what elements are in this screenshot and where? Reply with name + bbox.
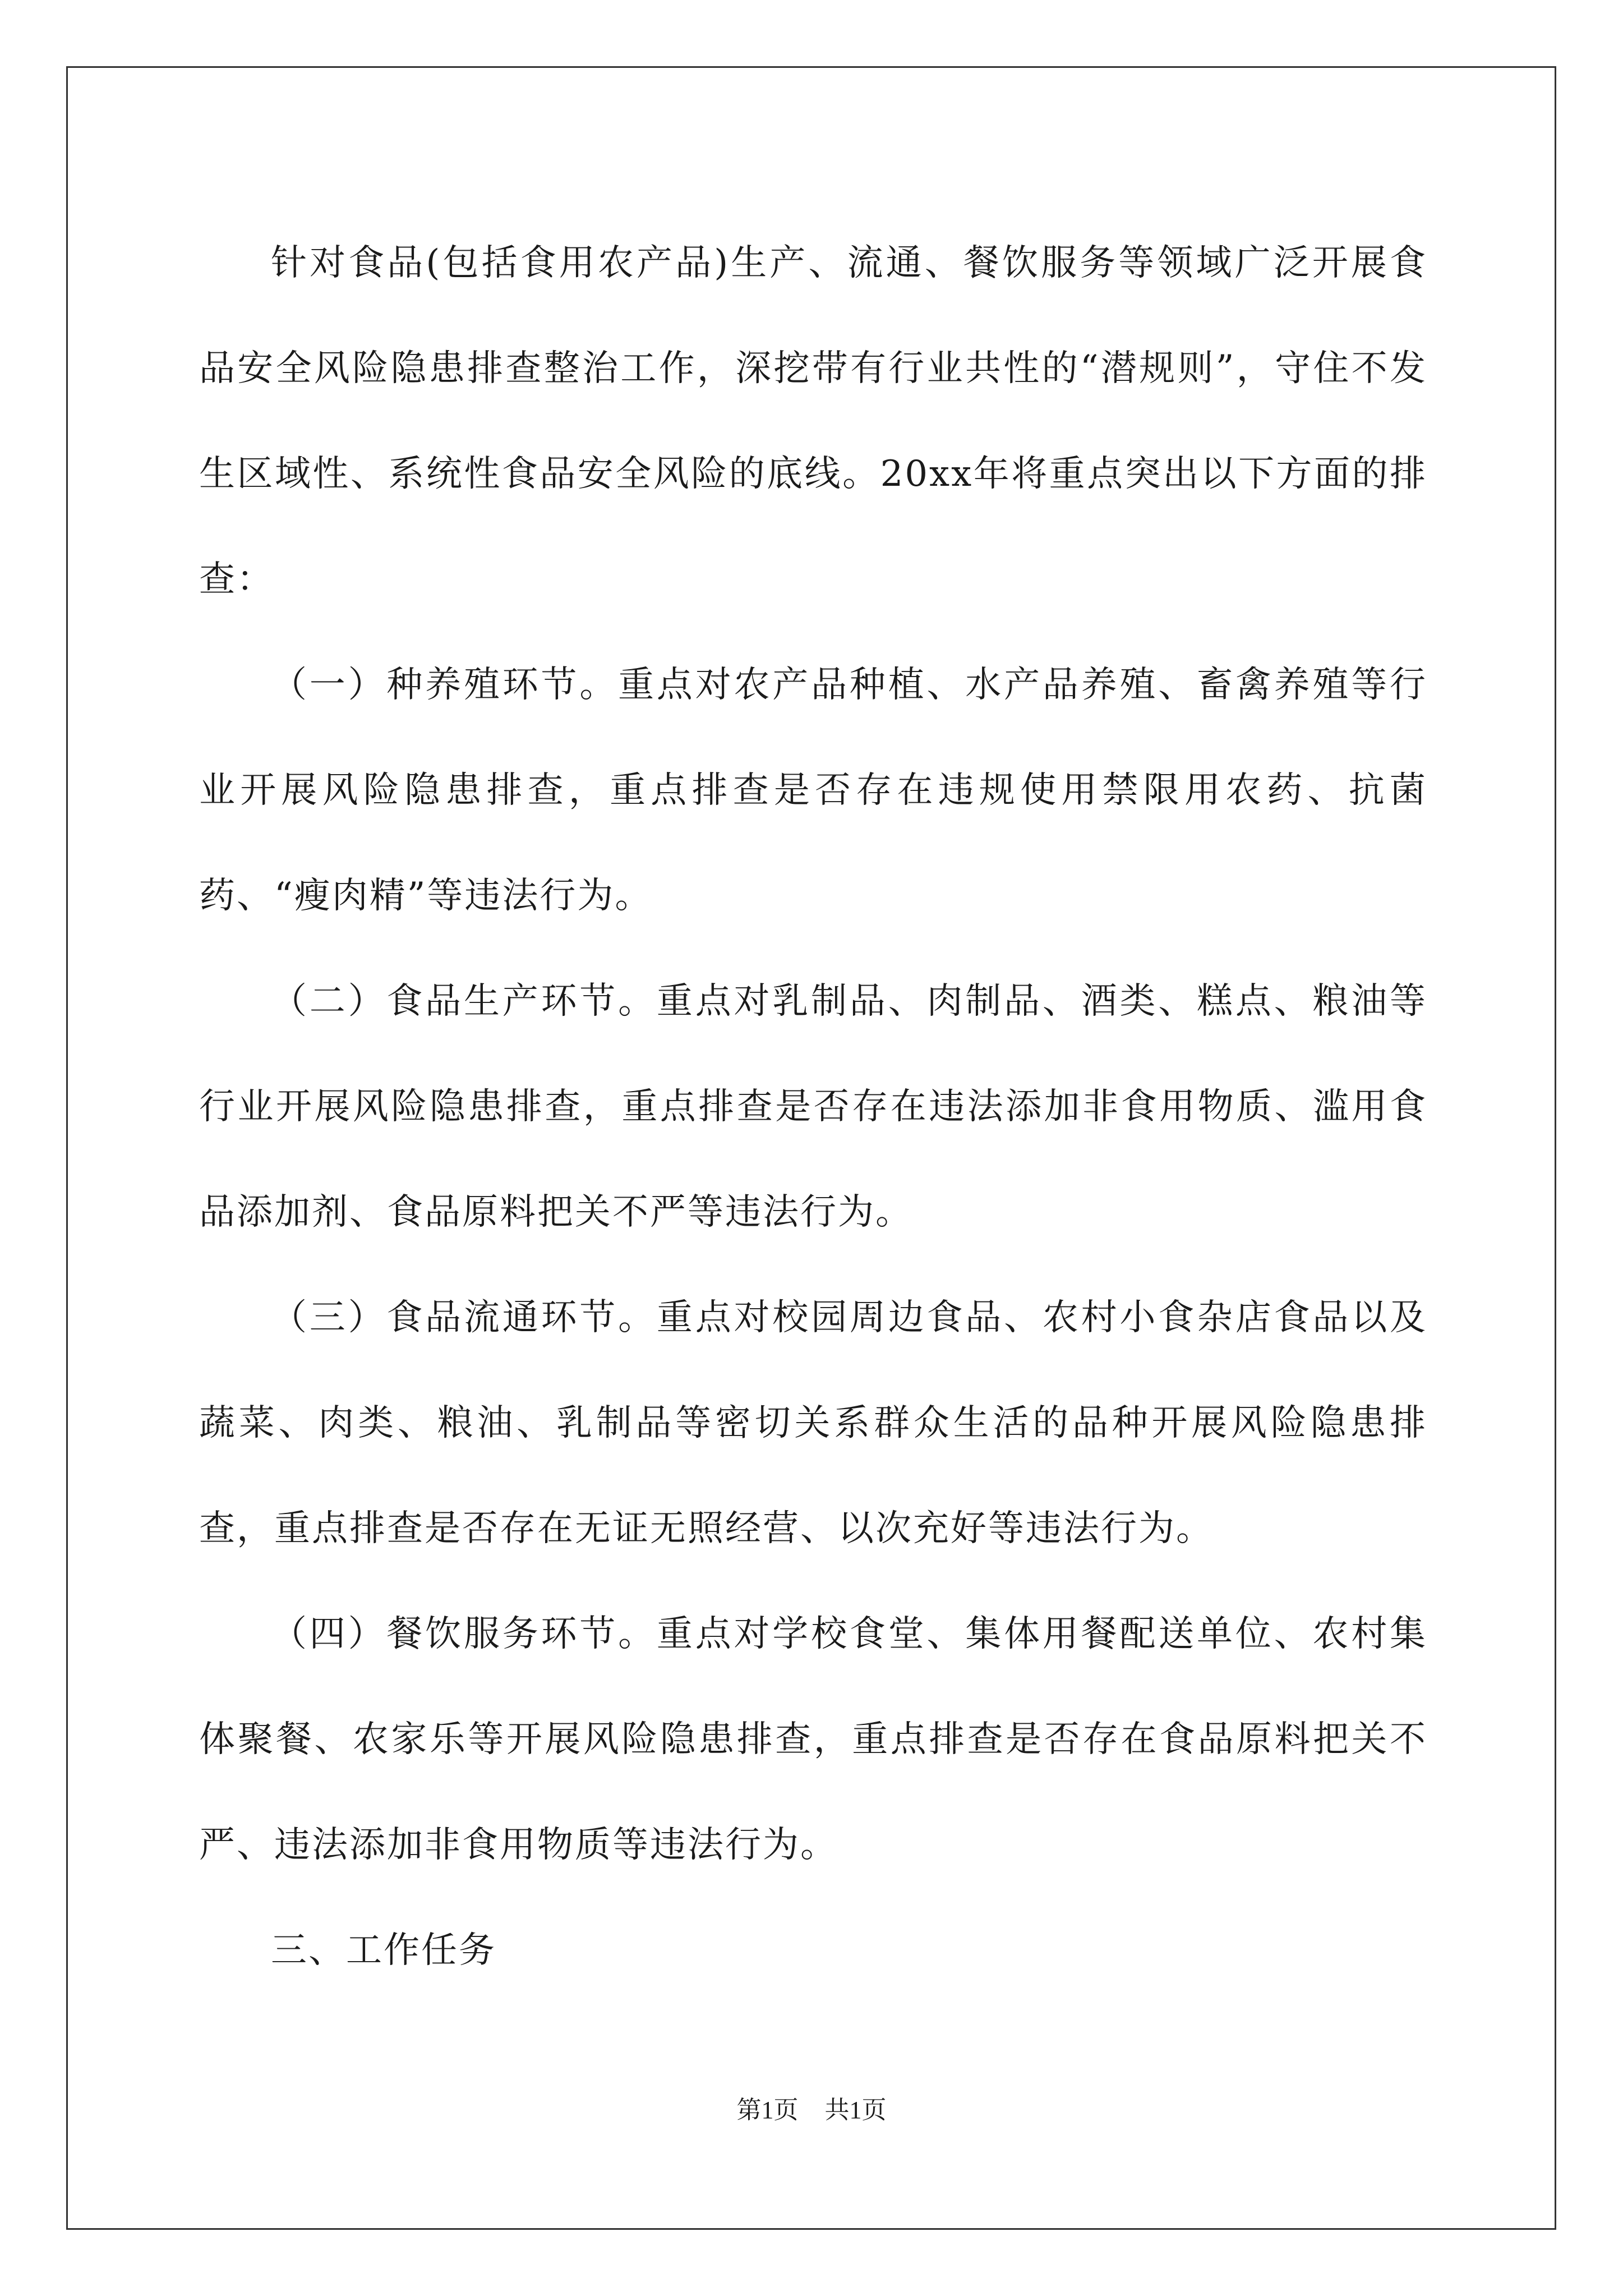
page-number: 第1页 bbox=[736, 2096, 799, 2124]
paragraph-planting: （一）种养殖环节。重点对农产品种植、水产品养殖、畜禽养殖等行业开展风险隐患排查，重点排查是否存在违规使用禁限用农药、抗菌药、“瘦肉精”等违法行为。 bbox=[199, 664, 1427, 917]
paragraph-circulation: （三）食品流通环节。重点对校园周边食品、农村小食杂店食品以及蔬菜、肉类、粮油、乳制品等密切关系群众生活的品种开展风险隐患排查，重点排查是否存在无证无照经营、以次充好等违法行为。 bbox=[199, 1297, 1427, 1549]
paragraph-catering: （四）餐饮服务环节。重点对学校食堂、集体用餐配送单位、农村集体聚餐、农家乐等开展风险隐患排查，重点排查是否存在食品原料把关不严、违法添加非食用物质等违法行为。 bbox=[199, 1613, 1427, 1866]
page-footer bbox=[0, 2090, 1623, 2125]
paragraph-production: （二）食品生产环节。重点对乳制品、肉制品、酒类、糕点、粮油等行业开展风险隐患排查，重点排查是否存在违法添加非食用物质、滥用食品添加剂、食品原料把关不严等违法行为。 bbox=[199, 981, 1427, 1233]
document-body bbox=[199, 210, 1427, 2003]
paragraph-intro: 针对食品(包括食用农产品)生产、流通、餐饮服务等领域广泛开展食品安全风险隐患排查整治工作，深挖带有行业共性的“潜规则”，守住不发生区域性、系统性食品安全风险的底线。20xx年将重点突出以下方面的排查： bbox=[199, 242, 1427, 600]
section-heading-tasks: 三、工作任务 bbox=[271, 1930, 496, 1971]
page-total: 共1页 bbox=[824, 2096, 887, 2124]
